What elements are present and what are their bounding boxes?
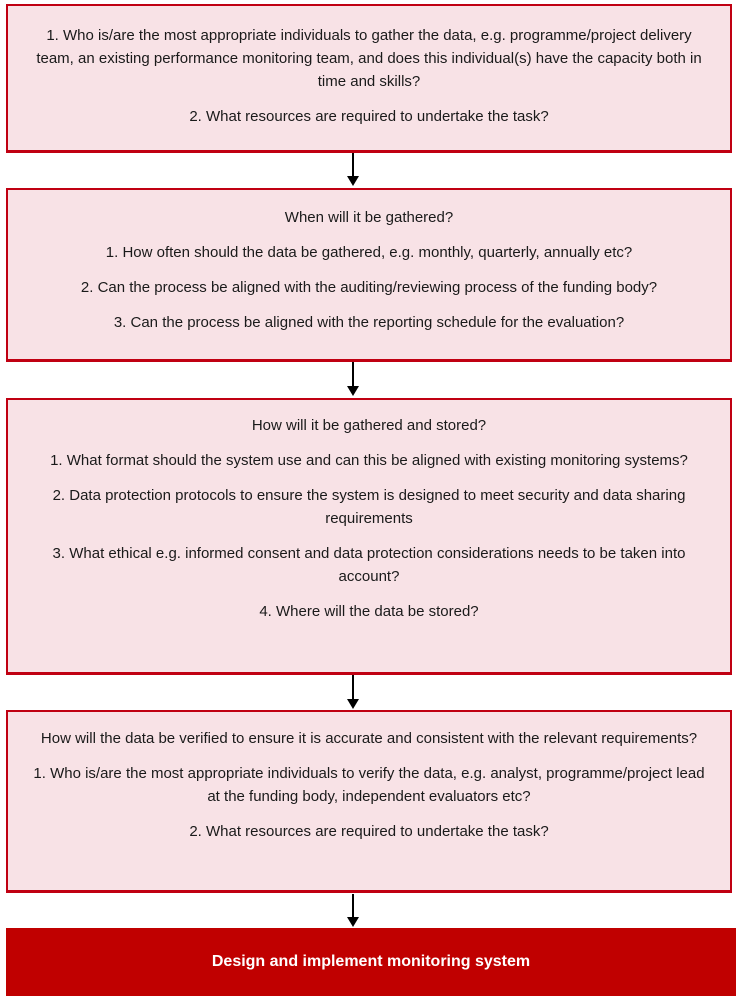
step-box-who-gathers [6,4,732,153]
final-step-design-implement [6,928,736,996]
step-item: 1. Who is/are the most appropriate individuals to gather the data, e.g. programme/project delivery team, an existing performance monitoring team, and does this individual(s) have the capacity both in time and skills? [36,27,702,90]
step-item: 2. Can the process be aligned with the auditing/reviewing process of the funding body? [80,279,658,296]
step-item: 1. How often should the data be gathered, e.g. monthly, quarterly, annually etc? [105,244,633,261]
arrow-down-icon [347,675,359,709]
arrow-down-icon [347,894,359,927]
step-item: 1. Who is/are the most appropriate individuals to verify the data, e.g. analyst, programme/project lead at the funding body, independent evaluators etc? [33,765,705,805]
final-step-label: Design and implement monitoring system [211,953,531,970]
step-title: When will it be gathered? [284,209,454,226]
step-box-data-verification [6,710,732,893]
step-item: 3. What ethical e.g. informed consent and data protection considerations needs to be taken into account? [52,545,686,585]
step-item: 1. What format should the system use and can this be aligned with existing monitoring systems? [50,452,688,469]
step-box-how-gathered-stored [6,398,732,675]
step-item: 2. What resources are required to undertake the task? [189,823,549,840]
step-item: 2. Data protection protocols to ensure the system is designed to meet security and data sharing requirements [52,487,686,527]
arrow-down-icon [347,153,359,186]
step-item: 4. Where will the data be stored? [259,603,479,620]
arrow-down-icon [347,362,359,396]
step-box-when-gathered [6,188,732,362]
step-item: 3. Can the process be aligned with the reporting schedule for the evaluation? [113,314,625,331]
step-title: How will it be gathered and stored? [251,417,487,434]
step-title: How will the data be verified to ensure it is accurate and consistent with the relevant requirements? [40,730,698,747]
step-item: 2. What resources are required to undertake the task? [189,108,549,125]
